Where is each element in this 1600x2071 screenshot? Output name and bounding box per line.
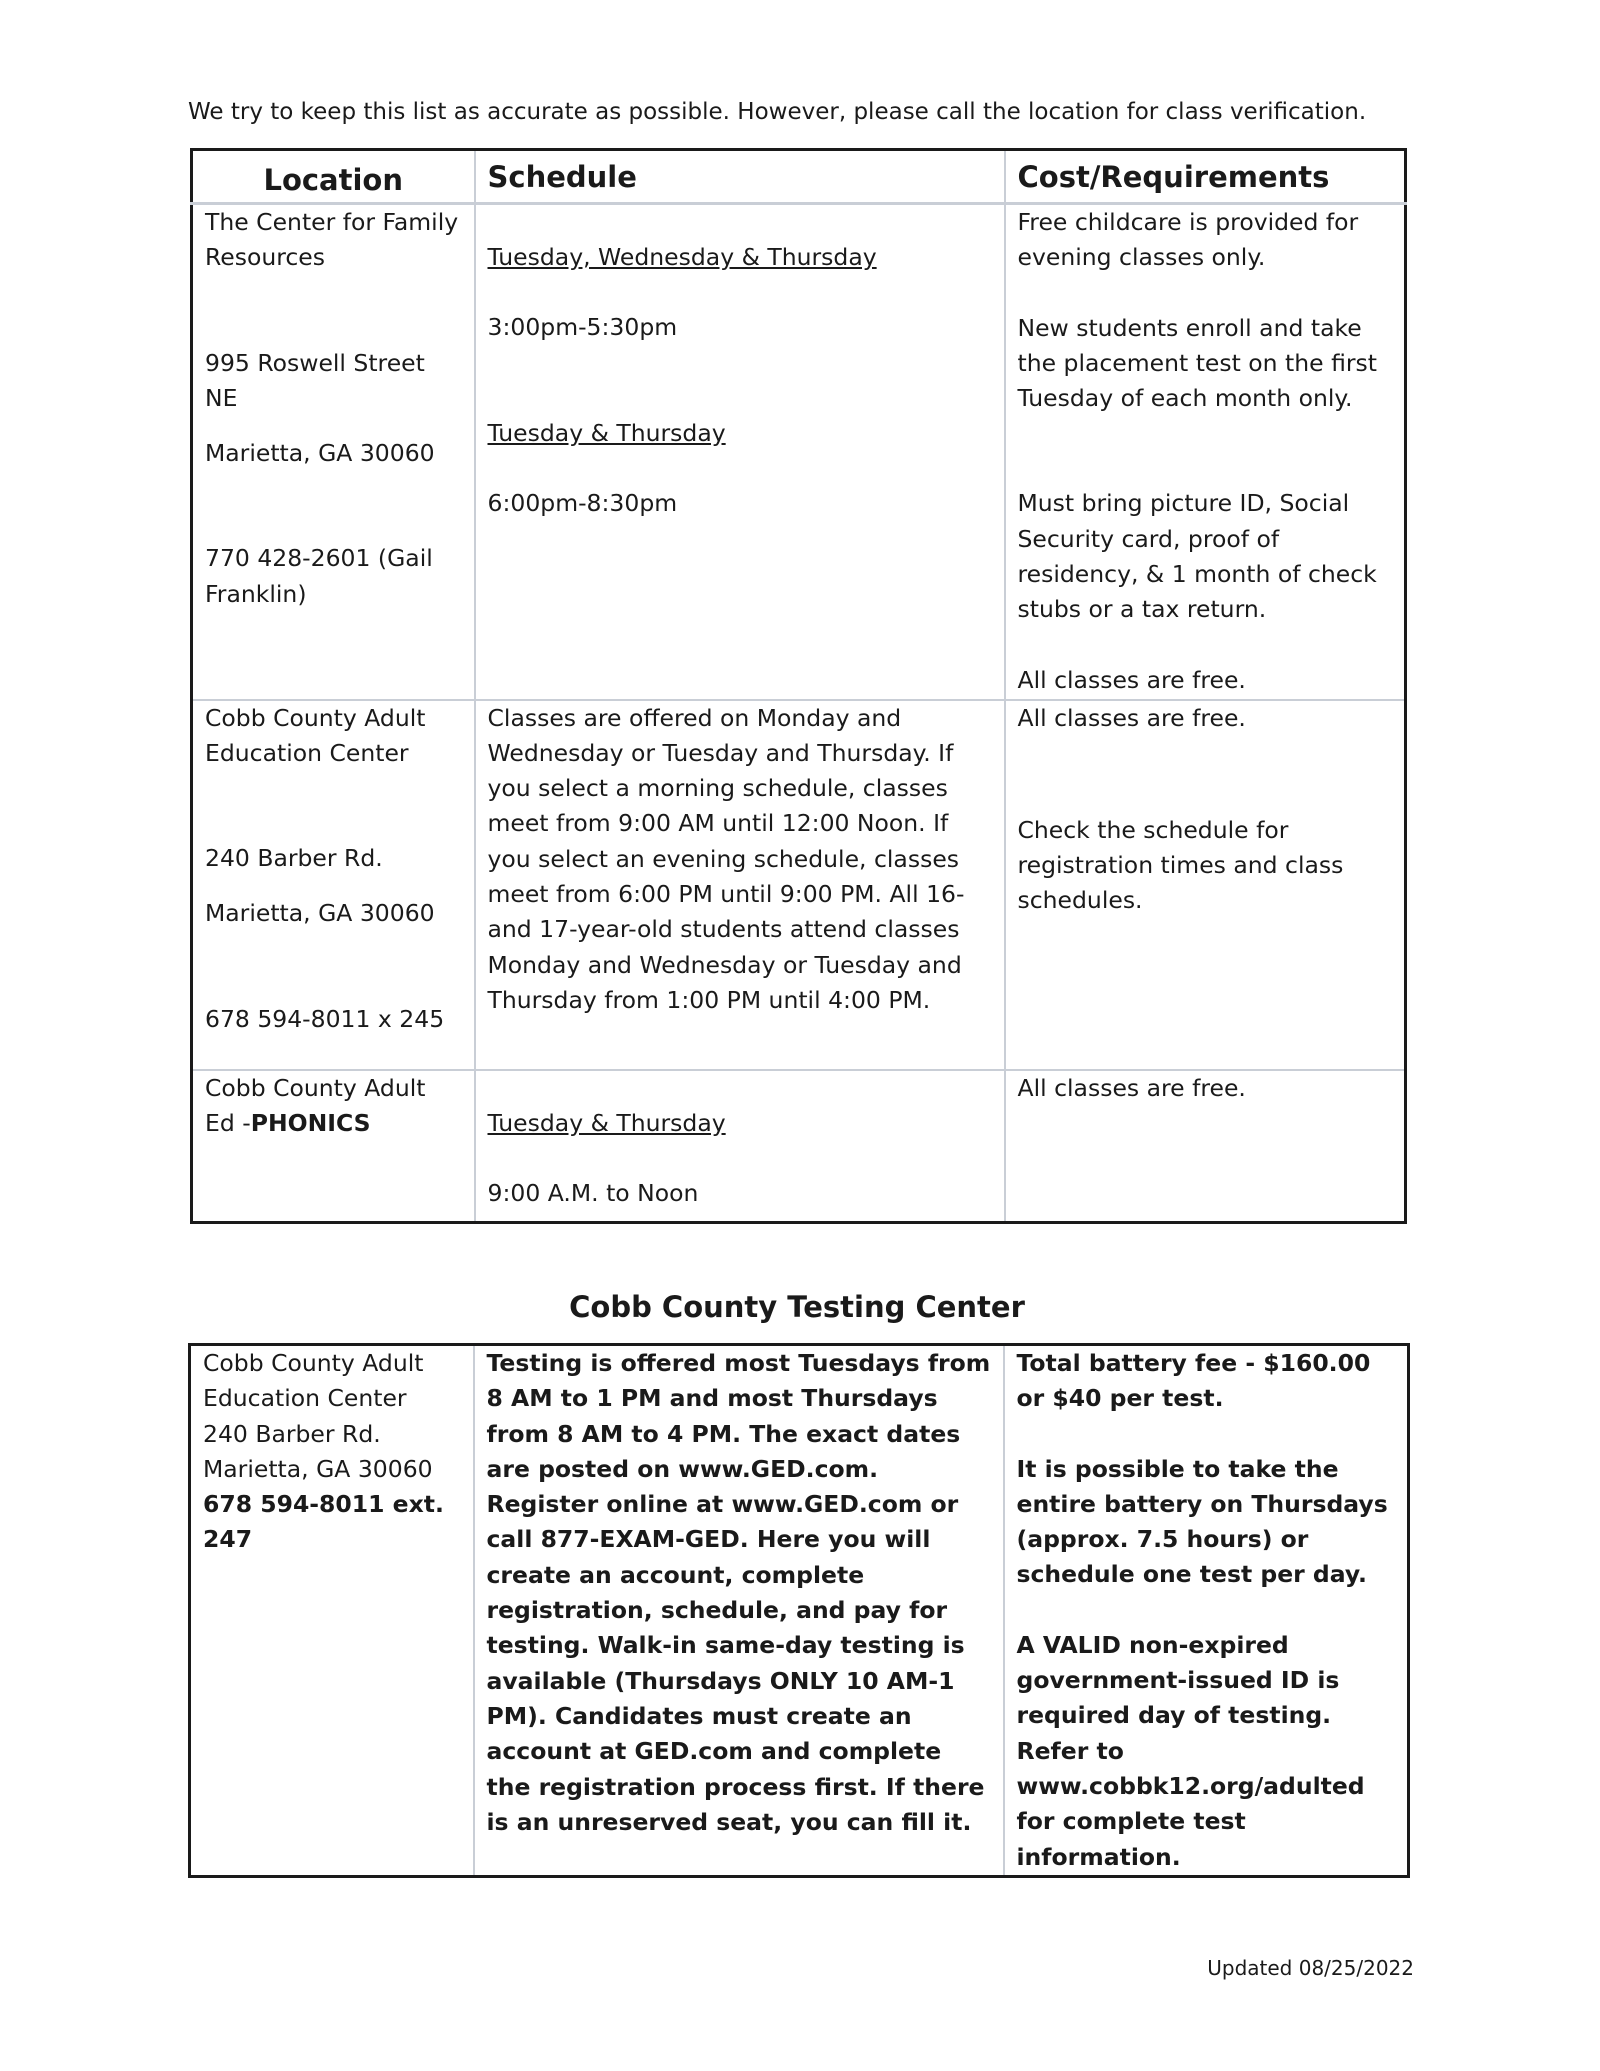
header-schedule: Schedule [475, 150, 1005, 204]
schedule-time: 6:00pm-8:30pm [487, 488, 678, 517]
section-title: Cobb County Testing Center [569, 1290, 1025, 1324]
location-city: Marietta, GA 30060 [205, 439, 435, 468]
cost-paragraph: Must bring picture ID, Social Security card, proof of residency, & 1 month of check stubs or a tax return. [1017, 489, 1377, 624]
cost-paragraph: New students enroll and take the placement test on the first Tuesday of each month only. [1017, 313, 1377, 413]
location-phone: 678 594-8011 x 245 [205, 1004, 445, 1033]
schedule-days: Tuesday & Thursday [487, 1108, 726, 1137]
cost-paragraph: Total battery fee - $160.00 or $40 per test. [1016, 1349, 1371, 1413]
location-street: 240 Barber Rd. [205, 844, 383, 873]
cost-paragraph: It is possible to take the entire battery on Thursdays (approx. 7.5 hours) or schedule one test per day. [1016, 1454, 1388, 1589]
cost-cell [1005, 700, 1406, 1070]
header-location: Location [192, 150, 475, 204]
table-row [192, 1070, 1406, 1223]
header-cost: Cost/Requirements [1005, 150, 1406, 204]
table-row [190, 1345, 1409, 1877]
updated-date: Updated 08/25/2022 [1207, 1956, 1414, 1980]
schedule-cell [475, 1070, 1005, 1223]
location-street: 240 Barber Rd. [203, 1419, 381, 1448]
cost-cell [1005, 204, 1406, 700]
schedule-time: 9:00 A.M. to Noon [487, 1178, 699, 1207]
table-row [192, 204, 1406, 700]
schedule-days: Tuesday & Thursday [487, 418, 726, 447]
schedule-time: 3:00pm-5:30pm [487, 313, 678, 342]
adult-ed-classes-table [190, 148, 1407, 1224]
schedule-days: Tuesday, Wednesday & Thursday [487, 243, 877, 271]
location-name: Cobb County Adult Education Center [203, 1349, 424, 1413]
schedule-text: Classes are offered on Monday and Wednesday or Tuesday and Thursday. If you select a morning schedule, classes meet from 9:00 AM until 12:00 Noon. If you select an evening schedule, classes meet from 6:00 PM until 9:00 PM. All 16- and 17-year-old students attend classes Monday and Wednesday or Tuesday and Thursday from 1:00 PM until 4:00 PM. [487, 703, 965, 1014]
schedule-cell [474, 1345, 1004, 1877]
cost-paragraph: All classes are free. [1017, 665, 1246, 694]
location-name-bold: PHONICS [250, 1108, 371, 1137]
cost-paragraph: All classes are free. [1017, 1073, 1246, 1102]
intro-note: We try to keep this list as accurate as possible. However, please call the location for class verification. [188, 99, 1367, 125]
location-name: Cobb County Adult Education Center [205, 703, 426, 767]
testing-center-table [188, 1343, 1410, 1878]
location-street: 995 Roswell Street NE [205, 348, 425, 412]
location-phone: 678 594-8011 ext. 247 [203, 1490, 444, 1554]
location-city: Marietta, GA 30060 [205, 899, 435, 928]
schedule-text: Testing is offered most Tuesdays from 8 AM to 1 PM and most Thursdays from 8 AM to 4 PM. The exact dates are posted on www.GED.com. Register online at www.GED.com or call 877-EXAM-GED. Here you will create an account, complete registration, schedule, and pay for testing. Walk-in same-day testing is available (Thursdays ONLY 10 AM-1 PM). Candidates must create an account at GED.com and complete the registration process first. If there is an unreserved seat, you can fill it. [486, 1349, 991, 1836]
location-city: Marietta, GA 30060 [203, 1454, 433, 1483]
location-cell [192, 204, 475, 700]
cost-paragraph: All classes are free. [1017, 703, 1246, 732]
location-name-prefix: Cobb County Adult Ed - [205, 1073, 426, 1137]
table-header-row [192, 150, 1406, 204]
location-name [205, 1071, 462, 1142]
location-cell [192, 700, 475, 1070]
location-name: The Center for Family Resources [205, 208, 459, 272]
location-cell [192, 1070, 475, 1223]
cost-cell [1004, 1345, 1409, 1877]
location-cell [190, 1345, 474, 1877]
location-phone: 770 428-2601 (Gail Franklin) [205, 544, 433, 608]
cost-paragraph: Check the schedule for registration times and class schedules. [1017, 815, 1344, 915]
schedule-cell [475, 700, 1005, 1070]
schedule-cell [475, 204, 1005, 700]
cost-cell [1005, 1070, 1406, 1223]
cost-paragraph: Free childcare is provided for evening classes only. [1017, 208, 1359, 272]
table-row [192, 700, 1406, 1070]
cost-paragraph: A VALID non-expired government-issued ID is required day of testing. Refer to www.cobbk12.org/adulted for complete test information. [1016, 1630, 1365, 1871]
